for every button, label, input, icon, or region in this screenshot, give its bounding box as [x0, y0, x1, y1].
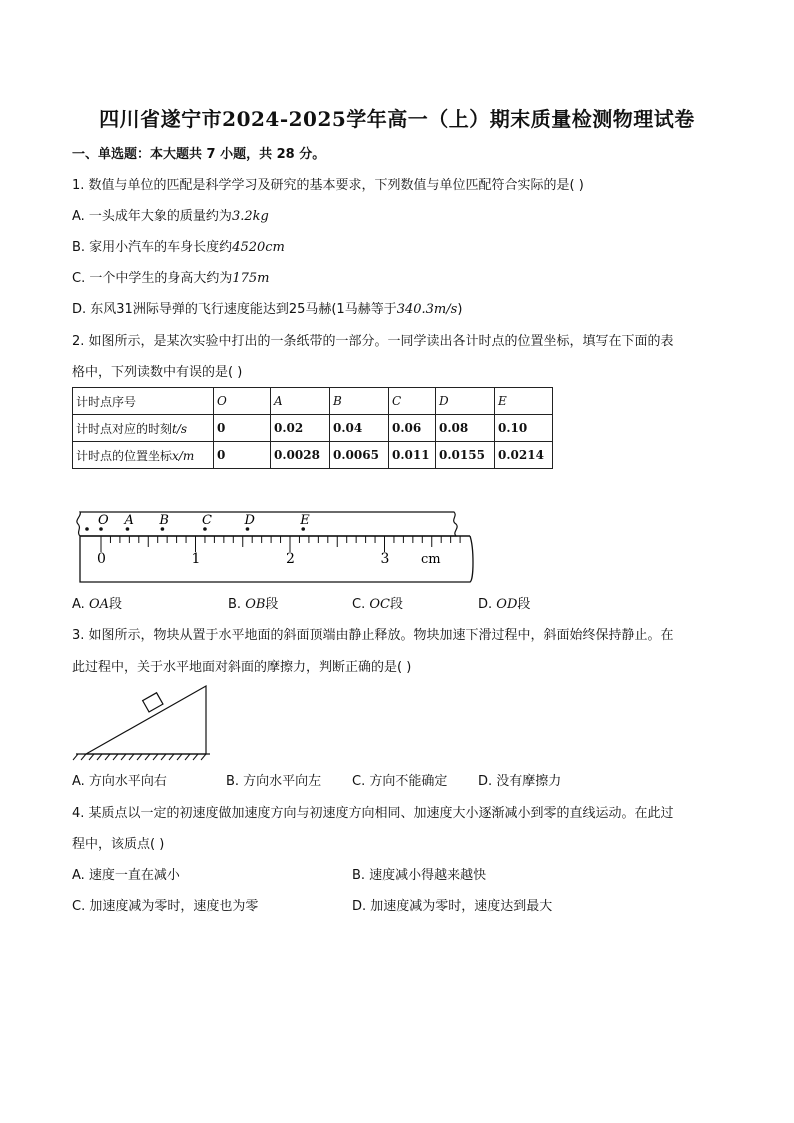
q4-option-b: B. 速度减小得越来越快 — [352, 868, 487, 883]
hatch-line — [177, 754, 182, 760]
table-cell: B — [330, 388, 389, 415]
table-cell: O — [214, 388, 271, 415]
table-cell: 0.0214 — [495, 442, 553, 469]
q4-option-a: A. 速度一直在减小 — [72, 868, 180, 883]
exam-title: 四川省遂宁市2024-2025学年高一（上）期末质量检测物理试卷 — [99, 107, 695, 131]
q2-stem-line1: 2. 如图所示，是某次实验中打出的一条纸带的一部分。一同学读出各计时点的位置坐标，填写在下面的表 — [72, 334, 674, 349]
hatch-line — [89, 754, 94, 760]
q2-option-c: C. OC段 — [352, 597, 403, 612]
ground-hatching — [73, 754, 206, 760]
q1-option-a-value: 3.2kg — [231, 209, 269, 224]
q1-option-d: D. 东风31洲际导弹的飞行速度能达到25马赫(1马赫等于340.3m/s) — [72, 302, 463, 317]
q1-stem: 1. 数值与单位的匹配是科学学习及研究的基本要求，下列数值与单位匹配符合实际的是( ) — [72, 178, 584, 193]
tape-point-label: D — [244, 513, 255, 528]
tape-point-label: B — [159, 513, 169, 528]
hatch-line — [153, 754, 158, 760]
section-heading: 一、单选题：本大题共 7 小题，共 28 分。 — [72, 147, 326, 162]
paper-tape-ruler-figure — [72, 508, 482, 586]
ruler-scale-number: 1 — [191, 551, 201, 567]
table-cell: 0.011 — [389, 442, 436, 469]
incline-triangle — [86, 686, 206, 754]
hatch-line — [129, 754, 134, 760]
table-cell: 0.0155 — [436, 442, 495, 469]
hatch-line — [73, 754, 78, 760]
q1-option-d-value: 340.3m/s — [396, 302, 458, 317]
hatch-line — [81, 754, 86, 760]
q1-option-c: C. 一个中学生的身高大约为175m — [72, 271, 270, 286]
table-row — [73, 415, 553, 442]
table-cell: 0 — [214, 442, 271, 469]
q4-option-d: D. 加速度减为零时，速度达到最大 — [352, 899, 553, 914]
q1-option-b: B. 家用小汽车的车身长度约4520cm — [72, 240, 285, 255]
table-cell: D — [436, 388, 495, 415]
paper-tape-outline — [77, 512, 457, 536]
q3-option-a: A. 方向水平向右 — [72, 774, 167, 789]
q4-stem-line1: 4. 某质点以一定的初速度做加速度方向与初速度方向相同、加速度大小逐渐减小到零的直线运动。在此过 — [72, 806, 674, 821]
q2-option-b: B. OB段 — [228, 597, 279, 612]
hatch-line — [145, 754, 150, 760]
table-cell: E — [495, 388, 553, 415]
hatch-line — [161, 754, 166, 760]
ruler-scale-number: 2 — [286, 551, 295, 567]
ruler-ticks — [101, 536, 460, 552]
table-row — [73, 388, 553, 415]
incline-figure — [72, 682, 212, 762]
block — [143, 693, 163, 712]
q2-option-a: A. OA段 — [72, 597, 122, 612]
table-cell: 0.06 — [389, 415, 436, 442]
table-cell: 计时点对应的时刻t/s — [73, 415, 214, 442]
table-cell: 计时点的位置坐标x/m — [73, 442, 214, 469]
hatch-line — [137, 754, 142, 760]
hatch-line — [169, 754, 174, 760]
tape-points — [85, 513, 310, 531]
q3-stem-line1: 3. 如图所示，物块从置于水平地面的斜面顶端由静止释放。物块加速下滑过程中，斜面始终保持静止。在 — [72, 628, 674, 643]
q4-option-c: C. 加速度减为零时，速度也为零 — [72, 899, 259, 914]
q3-option-c: C. 方向不能确定 — [352, 774, 448, 789]
q1-option-a: A. 一头成年大象的质量约为3.2kg — [72, 209, 269, 224]
table-row — [73, 442, 553, 469]
table-cell: 计时点序号 — [73, 388, 214, 415]
q3-option-b: B. 方向水平向左 — [226, 774, 322, 789]
tape-point-label: O — [98, 513, 109, 528]
tape-point-label: A — [124, 513, 134, 528]
table-cell: 0.02 — [271, 415, 330, 442]
ruler-scale-number: 3 — [380, 551, 390, 567]
q3-stem-line2: 此过程中，关于水平地面对斜面的摩擦力，判断正确的是( ) — [72, 660, 412, 675]
q2-stem-line2: 格中，下列读数中有误的是( ) — [72, 365, 243, 380]
table-cell: 0.10 — [495, 415, 553, 442]
tape-dot — [85, 527, 89, 531]
ruler-scale-numbers — [97, 551, 389, 567]
table-cell: 0.04 — [330, 415, 389, 442]
table-cell: 0.08 — [436, 415, 495, 442]
table-cell: 0.0065 — [330, 442, 389, 469]
hatch-line — [121, 754, 126, 760]
ruler-unit-label: cm — [421, 552, 441, 567]
hatch-line — [113, 754, 118, 760]
tape-point-label: C — [201, 513, 212, 528]
table-cell: 0.0028 — [271, 442, 330, 469]
table-cell: C — [389, 388, 436, 415]
q3-option-d: D. 没有摩擦力 — [478, 774, 562, 789]
hatch-line — [97, 754, 102, 760]
hatch-line — [193, 754, 198, 760]
q1-option-c-value: 175m — [232, 271, 270, 286]
q1-option-b-value: 4520cm — [232, 240, 285, 255]
hatch-line — [201, 754, 206, 760]
q2-option-d: D. OD段 — [478, 597, 531, 612]
ruler-scale-number: 0 — [97, 551, 106, 567]
q4-stem-line2: 程中，该质点( ) — [72, 837, 165, 852]
table-cell: A — [271, 388, 330, 415]
hatch-line — [185, 754, 190, 760]
hatch-line — [105, 754, 110, 760]
q2-data-table — [72, 387, 553, 469]
table-cell: 0 — [214, 415, 271, 442]
tape-point-label: E — [300, 513, 310, 528]
